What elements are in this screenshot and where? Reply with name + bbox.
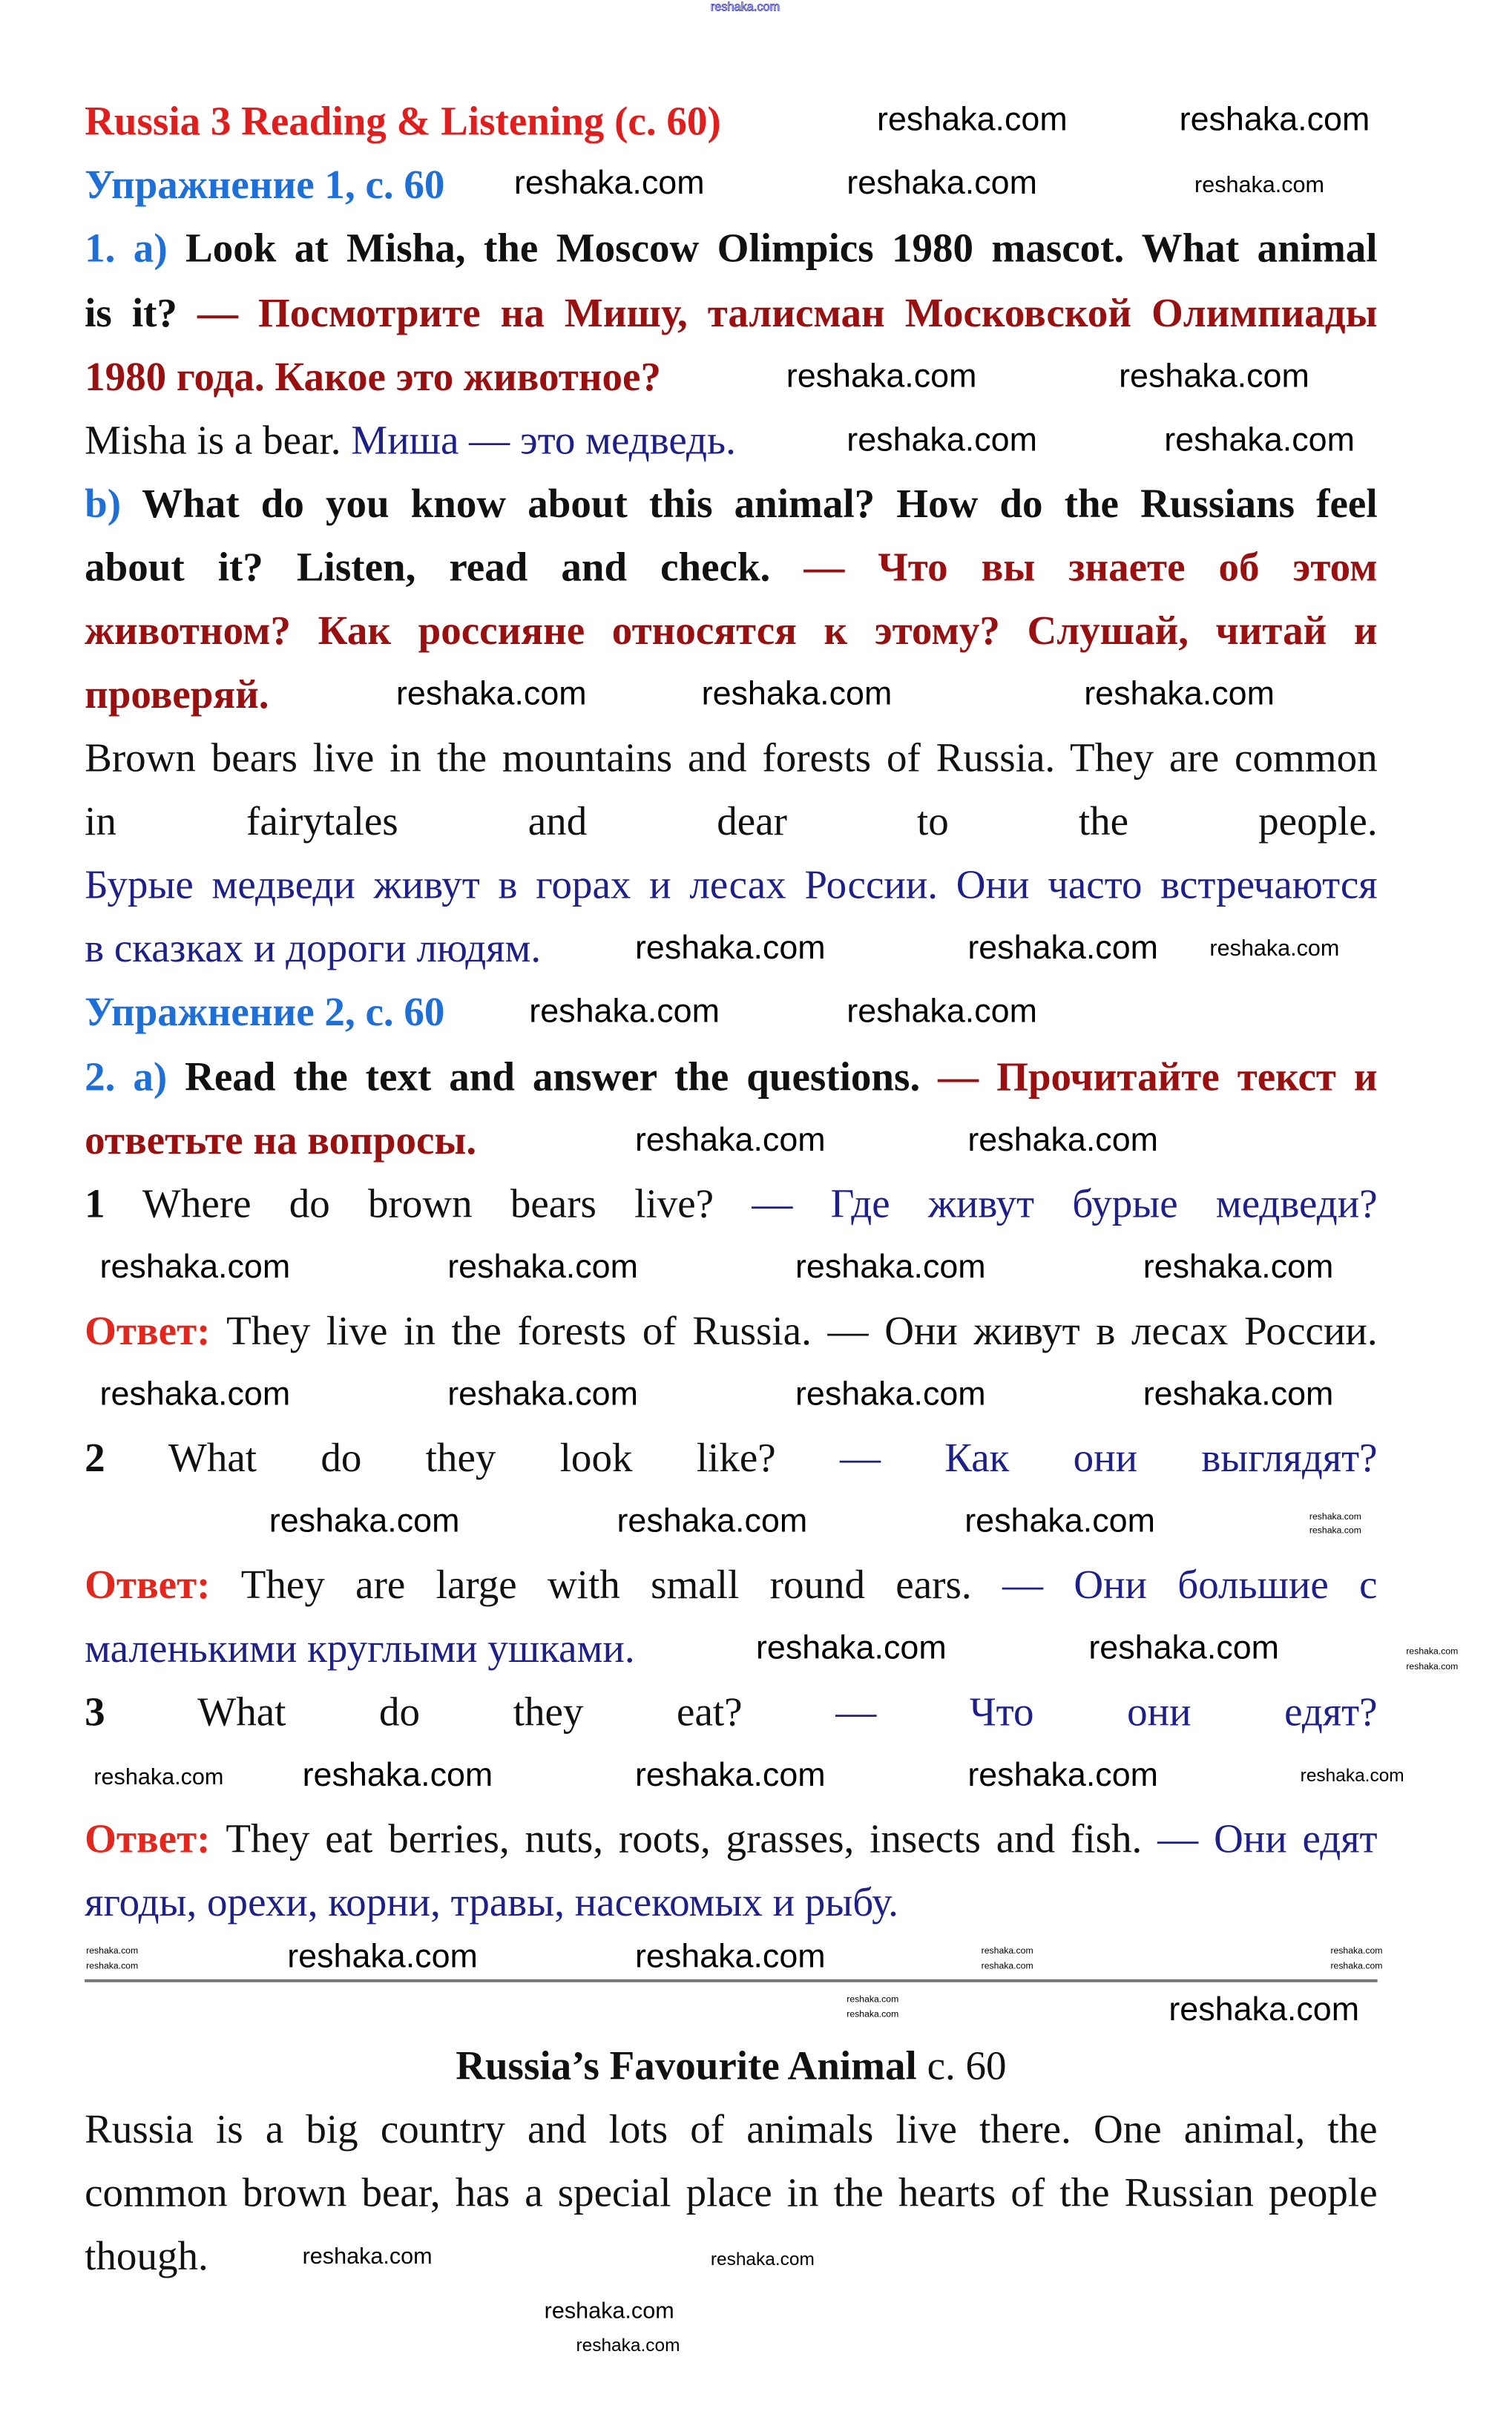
watermark: reshaka.com <box>701 674 893 712</box>
watermark: reshaka.com <box>786 356 977 395</box>
watermark: reshaka.com <box>1309 1514 1361 1523</box>
text-en-line: in fairytales and dear to the people. <box>85 798 1378 844</box>
watermark: reshaka.com <box>1179 99 1370 138</box>
answer-3 <box>85 1807 1377 1870</box>
watermark: reshaka.com <box>1330 1947 1383 1957</box>
watermark: reshaka.com <box>877 99 1068 138</box>
watermark: reshaka.com <box>1330 1962 1383 1972</box>
watermark: reshaka.com <box>847 420 1037 459</box>
watermark: reshaka.com <box>634 928 826 967</box>
answer-text: They live in the forests of Russia. — Они живут в лесах России. <box>210 1307 1378 1354</box>
reading-line: though. <box>85 2233 208 2279</box>
watermark: reshaka.com <box>967 928 1159 967</box>
watermark: reshaka.com <box>302 1755 493 1794</box>
reading-line: common brown bear, has a special place in the hearts of the Russian people <box>85 2169 1378 2215</box>
watermark: reshaka.com <box>86 1962 139 1972</box>
watermark: reshaka.com <box>1406 1663 1459 1673</box>
translation-line: животном? Как россияне относятся к этому? Слушай, читай и <box>85 608 1378 654</box>
watermark: reshaka.com <box>1088 1628 1280 1666</box>
question-1 <box>85 1171 1377 1235</box>
answer-text: They eat berries, nuts, roots, grasses, insects and fish. <box>210 1815 1143 1861</box>
watermark: reshaka.com <box>269 1501 460 1539</box>
reading-title <box>85 2034 1377 2097</box>
watermark: reshaka.com <box>1143 1247 1334 1286</box>
watermark: reshaka.com <box>99 1247 291 1286</box>
question-ru: — Как они выглядят? <box>775 1435 1378 1481</box>
question-en: What do they eat? <box>105 1689 743 1735</box>
question-2 <box>85 1426 1377 1490</box>
watermark: reshaka.com <box>756 1628 947 1666</box>
question-text: is it? <box>85 290 177 336</box>
watermark: reshaka.com <box>847 991 1037 1030</box>
answer-label: Ответ: <box>85 1815 211 1861</box>
question-text: Read the text and answer the questions. <box>167 1054 921 1100</box>
watermark: reshaka.com <box>287 1936 478 1975</box>
answer-2 <box>85 1553 1377 1617</box>
watermark: reshaka.com <box>795 1374 986 1413</box>
watermark: reshaka.com <box>964 1501 1155 1539</box>
translation-line: ответьте на вопросы. <box>85 1117 477 1163</box>
watermark: reshaka.com <box>99 1374 291 1413</box>
exercise-1b-question <box>85 472 1377 536</box>
watermark: reshaka.com <box>447 1374 638 1413</box>
answer-ru: — Они едят <box>1142 1815 1378 1861</box>
translation-line: проверяй. <box>85 671 269 717</box>
watermark: reshaka.com <box>634 1936 826 1975</box>
question-text: What do you know about this animal? How do the Russians feel <box>121 481 1378 527</box>
answer-en: Misha is a bear. <box>85 417 341 463</box>
item-number: 2. a) <box>85 1054 168 1100</box>
question-en: What do they look like? <box>105 1435 776 1481</box>
exercise-1a-question <box>85 216 1377 280</box>
question-number: 2 <box>85 1435 105 1481</box>
question-text: Look at Misha, the Moscow Olimpics 1980 mascot. What animal <box>167 225 1378 271</box>
watermark: reshaka.com <box>967 1755 1159 1794</box>
translation-text: — Прочитайте текст и <box>920 1054 1378 1100</box>
reading-title-text: Russia’s Favourite Animal <box>456 2042 917 2088</box>
item-number: 1. a) <box>85 225 168 271</box>
watermark: reshaka.com <box>1194 172 1325 198</box>
watermark: reshaka.com <box>576 2334 680 2356</box>
question-number: 3 <box>85 1689 105 1735</box>
section-divider <box>85 1979 1377 1982</box>
watermark: reshaka.com <box>847 1996 899 2005</box>
answer-3-line2: ягоды, орехи, корни, травы, насекомых и рыбу. <box>85 1879 898 1925</box>
watermark: reshaka.com <box>847 163 1037 202</box>
question-ru: — Что они едят? <box>742 1689 1378 1735</box>
answer-label: Ответ: <box>85 1307 211 1354</box>
watermark: reshaka.com <box>395 674 587 712</box>
translation-line: 1980 года. Какое это животное? <box>85 353 661 400</box>
exercise-1-heading: Упражнение 1, с. 60 <box>85 162 445 208</box>
exercise-2-heading: Упражнение 2, с. 60 <box>85 988 445 1034</box>
watermark: reshaka.com <box>967 1120 1159 1159</box>
text-ru-line: Бурые медведи живут в горах и лесах России. Они часто встречаются <box>85 861 1378 907</box>
watermark: reshaka.com <box>981 1947 1033 1957</box>
watermark: reshaka.com <box>1119 356 1309 395</box>
reading-page: c. 60 <box>916 2042 1007 2088</box>
watermark: reshaka.com <box>981 1962 1033 1972</box>
page-title: Russia 3 Reading & Listening (c. 60) <box>85 98 721 144</box>
watermark: reshaka.com <box>1209 936 1340 962</box>
reading-line: Russia is a big country and lots of animals live there. One animal, the <box>85 2106 1378 2152</box>
translation-text: — Что вы знаете об этом <box>770 544 1378 590</box>
answer-ru: — Они большие с <box>971 1562 1378 1608</box>
text-en-line: Brown bears live in the mountains and forests of Russia. They are common <box>85 734 1378 780</box>
text-ru-line: в сказках и дороги людям. <box>85 925 542 971</box>
watermark: reshaka.com <box>86 1947 139 1957</box>
watermark: reshaka.com <box>710 2248 815 2270</box>
watermark: reshaka.com <box>795 1247 986 1286</box>
exercise-1b-question-line2 <box>85 535 1377 599</box>
exercise-1a-answer <box>85 408 736 472</box>
exercise-2a-question <box>85 1045 1377 1108</box>
answer-text: They are large with small round ears. <box>210 1562 972 1608</box>
watermark: reshaka.com <box>617 1501 808 1539</box>
watermark: reshaka.com <box>1300 1764 1404 1786</box>
translation-text: — Посмотрите на Мишу, талисман Московской Олимпиады <box>177 290 1378 336</box>
watermark: reshaka.com <box>513 163 705 202</box>
exercise-1a-question-line2 <box>85 281 1377 345</box>
watermark: reshaka.com <box>302 2244 433 2270</box>
question-ru: — Где живут бурые медведи? <box>714 1180 1378 1226</box>
watermark: reshaka.com <box>1143 1374 1334 1413</box>
watermark: reshaka.com <box>710 0 780 14</box>
watermark: reshaka.com <box>847 2011 899 2020</box>
question-en: Where do brown bears live? <box>105 1180 714 1226</box>
watermark: reshaka.com <box>1406 1648 1459 1657</box>
question-text: about it? Listen, read and check. <box>85 544 771 590</box>
answer-label: Ответ: <box>85 1562 211 1608</box>
watermark: reshaka.com <box>1168 1990 1360 2028</box>
watermark: reshaka.com <box>1084 674 1275 712</box>
answer-1 <box>85 1299 1377 1363</box>
question-3 <box>85 1680 1377 1744</box>
question-number: 1 <box>85 1180 105 1226</box>
watermark: reshaka.com <box>634 1120 826 1159</box>
watermark: reshaka.com <box>544 2298 674 2324</box>
answer-ru: Миша — это медведь. <box>341 417 736 463</box>
watermark: reshaka.com <box>93 1764 224 1790</box>
item-number: b) <box>85 481 122 527</box>
watermark: reshaka.com <box>1309 1527 1361 1537</box>
watermark: reshaka.com <box>1164 420 1355 459</box>
watermark: reshaka.com <box>447 1247 638 1286</box>
watermark: reshaka.com <box>529 991 720 1030</box>
answer-2-line2: маленькими круглыми ушками. <box>85 1625 635 1671</box>
watermark: reshaka.com <box>634 1755 826 1794</box>
